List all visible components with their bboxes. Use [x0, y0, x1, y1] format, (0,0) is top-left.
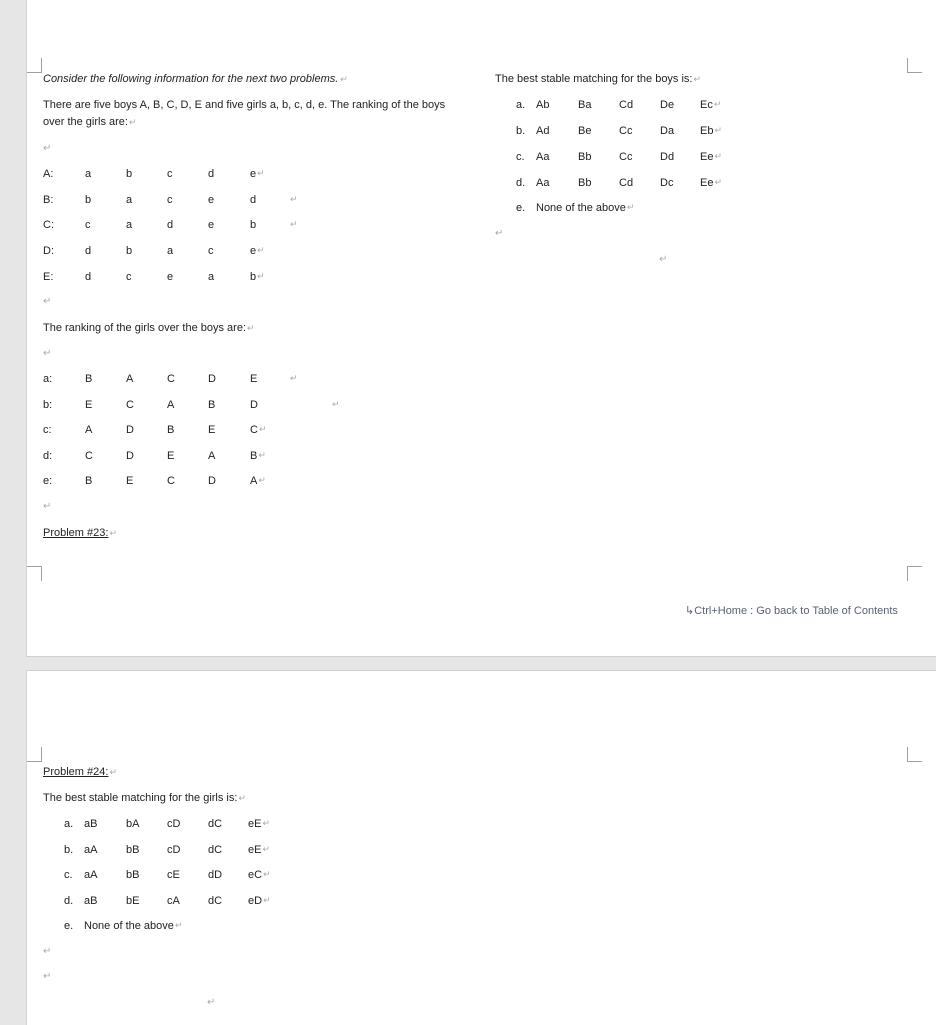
paragraph-mark: ↵: [207, 997, 216, 1008]
pref-cell: b: [126, 245, 133, 257]
intro-text: Consider the following information for the next two problems.: [43, 73, 339, 85]
problem-23-heading-text: Problem #23:: [43, 527, 109, 539]
pref-cell: C: [126, 399, 134, 411]
pref-cell: b: [126, 168, 133, 180]
paragraph-mark: ↵: [262, 818, 271, 828]
intro-line[interactable]: [43, 73, 347, 85]
paragraph-mark: ↵: [43, 348, 52, 359]
option-letter: c.: [64, 869, 73, 881]
match-pair: Eb ↵: [700, 125, 723, 137]
girl-label: d:: [43, 450, 53, 462]
pref-cell: A: [208, 450, 216, 462]
paragraph-mark: ↵: [257, 271, 265, 281]
margin-corner-top-right: [907, 58, 922, 73]
match-pair: Ee ↵: [700, 177, 723, 189]
option-letter: b.: [64, 844, 74, 856]
match-pair: Dc: [660, 177, 674, 189]
pref-cell: B: [85, 373, 93, 385]
toc-hint[interactable]: [685, 604, 898, 617]
q23-question-text: The best stable matching for the boys is:: [495, 73, 693, 85]
pref-cell: C ↵: [250, 424, 267, 436]
match-pair: bA: [126, 818, 140, 830]
pref-cell: D: [208, 373, 216, 385]
pref-cell: b: [85, 194, 92, 206]
match-pair: aA: [84, 869, 98, 881]
pref-cell: a: [85, 168, 92, 180]
match-pair: Bb: [578, 177, 592, 189]
paragraph-mark: ↵: [43, 501, 52, 512]
match-pair: Da: [660, 125, 675, 137]
paragraph-mark: ↵: [238, 793, 246, 803]
paragraph-mark: ↵: [258, 475, 266, 485]
pref-cell: D: [250, 399, 258, 411]
pref-cell: B: [167, 424, 175, 436]
match-pair: dC: [208, 818, 223, 830]
paragraph-mark: ↵: [43, 946, 52, 957]
match-pair: dD: [208, 869, 223, 881]
pref-cell: A: [85, 424, 93, 436]
match-pair: bB: [126, 869, 140, 881]
pref-cell: a: [167, 245, 174, 257]
match-pair: bE: [126, 895, 140, 907]
pref-cell: e ↵: [250, 245, 265, 257]
pref-cell: b ↵: [250, 271, 265, 283]
match-pair: dC: [208, 844, 223, 856]
toc-hint-text: Ctrl+Home : Go back to Table of Contents: [694, 605, 898, 617]
margin-corner-top-left: [27, 747, 42, 762]
option-letter: e.: [516, 202, 526, 214]
option-letter: a.: [64, 818, 74, 830]
girl-label: c:: [43, 424, 52, 436]
match-pair: Ba: [578, 99, 592, 111]
girl-label: e:: [43, 475, 53, 487]
paragraph-mark: ↵: [43, 971, 52, 982]
paragraph-mark: ↵: [263, 869, 271, 879]
pref-cell: C: [167, 373, 175, 385]
match-pair: Ec ↵: [700, 99, 722, 111]
girls-intro-text: The ranking of the girls over the boys are:: [43, 322, 246, 334]
paragraph-mark: ↵: [626, 202, 635, 212]
paragraph-mark: ↵: [43, 296, 52, 307]
boys-intro-line2[interactable]: [43, 116, 137, 128]
pref-cell: c: [208, 245, 214, 257]
paragraph-mark: ↵: [109, 767, 117, 777]
match-pair: Aa: [536, 151, 550, 163]
paragraph-mark: ↵: [339, 74, 347, 84]
pref-cell: c: [167, 168, 173, 180]
pref-cell: E: [250, 373, 258, 385]
match-pair: Dd: [660, 151, 675, 163]
problem-24-heading-text: Problem #24:: [43, 766, 109, 778]
pref-cell: E: [126, 475, 134, 487]
paragraph-mark: ↵: [258, 450, 266, 460]
margin-corner-bottom-left: [27, 566, 42, 581]
problem-24-heading[interactable]: [43, 766, 117, 778]
match-pair: aA: [84, 844, 98, 856]
margin-corner-top-left: [27, 58, 42, 73]
match-pair: cD: [167, 818, 181, 830]
paragraph-mark: ↵: [128, 117, 137, 127]
pref-cell: D: [126, 450, 134, 462]
match-pair: eC ↵: [248, 869, 271, 881]
pref-cell: d: [85, 271, 92, 283]
pref-cell: e: [167, 271, 174, 283]
margin-corner-bottom-right: [907, 566, 922, 581]
pref-cell: a: [126, 219, 133, 231]
boys-intro-line2-text: over the girls are:: [43, 116, 128, 128]
paragraph-mark: ↵: [714, 177, 723, 187]
pref-cell: e: [208, 219, 215, 231]
match-pair: Cd: [619, 177, 634, 189]
option-letter: b.: [516, 125, 526, 137]
match-pair: Aa: [536, 177, 550, 189]
pref-cell: a: [208, 271, 215, 283]
boys-intro-line1[interactable]: There are five boys A, B, C, D, E and five girls a, b, c, d, e. The ranking of the boys: [43, 99, 446, 111]
pref-cell: C: [167, 475, 175, 487]
margin-corner-top-right: [907, 747, 922, 762]
match-pair: cE: [167, 869, 180, 881]
pref-cell: B: [85, 475, 93, 487]
pref-cell: A ↵: [250, 475, 266, 487]
option-letter: a.: [516, 99, 526, 111]
document-page-2: [26, 670, 936, 1025]
problem-23-heading[interactable]: [43, 527, 117, 539]
paragraph-mark: ↵: [257, 245, 265, 255]
boy-label: A:: [43, 168, 54, 180]
paragraph-mark: ↵: [263, 895, 271, 905]
paragraph-mark: ↵: [43, 143, 52, 154]
girls-intro-line[interactable]: [43, 322, 255, 334]
paragraph-mark: ↵: [332, 399, 340, 409]
boy-label: B:: [43, 194, 54, 206]
pref-cell: c: [126, 271, 132, 283]
match-pair: Bb: [578, 151, 592, 163]
paragraph-mark: ↵: [109, 528, 117, 538]
paragraph-mark: ↵: [174, 920, 183, 930]
paragraph-mark: ↵: [258, 424, 267, 434]
match-pair: eD ↵: [248, 895, 271, 907]
paragraph-mark: ↵: [290, 219, 298, 229]
paragraph-mark: ↵: [495, 228, 504, 239]
match-pair: Ad: [536, 125, 550, 137]
match-pair: aB: [84, 818, 98, 830]
match-pair: dC: [208, 895, 223, 907]
paragraph-mark: ↵: [290, 373, 298, 383]
none-of-above: None of the above ↵: [536, 202, 635, 214]
option-letter: d.: [516, 177, 526, 189]
pref-cell: E: [167, 450, 175, 462]
paragraph-mark: ↵: [290, 194, 298, 204]
paragraph-mark: ↵: [247, 323, 255, 333]
paragraph-mark: ↵: [257, 168, 265, 178]
pref-cell: c: [85, 219, 91, 231]
option-letter: c.: [516, 151, 525, 163]
q23-question[interactable]: [495, 73, 701, 85]
match-pair: Cc: [619, 125, 633, 137]
boy-label: D:: [43, 245, 54, 257]
pref-cell: C: [85, 450, 93, 462]
pref-cell: E: [85, 399, 93, 411]
pref-cell: B: [208, 399, 216, 411]
pref-cell: a: [126, 194, 133, 206]
boy-label: C:: [43, 219, 54, 231]
paragraph-mark: ↵: [659, 254, 668, 265]
pref-cell: D: [208, 475, 216, 487]
match-pair: cD: [167, 844, 181, 856]
paragraph-mark: ↵: [262, 844, 271, 854]
boy-label: E:: [43, 271, 54, 283]
match-pair: Be: [578, 125, 592, 137]
paragraph-mark: ↵: [693, 74, 702, 84]
pref-cell: A: [167, 399, 175, 411]
match-pair: Cc: [619, 151, 633, 163]
option-letter: e.: [64, 920, 74, 932]
pref-cell: A: [126, 373, 134, 385]
match-pair: bB: [126, 844, 140, 856]
pref-cell: c: [167, 194, 173, 206]
girl-label: a:: [43, 373, 53, 385]
paragraph-mark: ↵: [714, 125, 723, 135]
pref-cell: e: [208, 194, 215, 206]
match-pair: Ab: [536, 99, 550, 111]
q24-question-text: The best stable matching for the girls is:: [43, 792, 238, 804]
none-of-above: None of the above ↵: [84, 920, 183, 932]
pref-cell: d: [208, 168, 215, 180]
pref-cell: E: [208, 424, 216, 436]
pref-cell: B ↵: [250, 450, 266, 462]
paragraph-mark: ↵: [713, 99, 722, 109]
option-letter: d.: [64, 895, 74, 907]
match-pair: Cd: [619, 99, 634, 111]
pref-cell: b: [250, 219, 257, 231]
paragraph-mark: ↵: [714, 151, 723, 161]
document-page-1: [26, 0, 936, 657]
match-pair: aB: [84, 895, 98, 907]
pref-cell: d: [85, 245, 92, 257]
match-pair: Ee ↵: [700, 151, 723, 163]
pref-cell: d: [167, 219, 174, 231]
girl-label: b:: [43, 399, 53, 411]
pref-cell: d: [250, 194, 257, 206]
match-pair: De: [660, 99, 675, 111]
pref-cell: e ↵: [250, 168, 265, 180]
match-pair: cA: [167, 895, 180, 907]
match-pair: eE ↵: [248, 818, 271, 830]
return-arrow-icon: ↳: [685, 605, 695, 617]
pref-cell: D: [126, 424, 134, 436]
q24-question[interactable]: [43, 792, 246, 804]
match-pair: eE ↵: [248, 844, 271, 856]
